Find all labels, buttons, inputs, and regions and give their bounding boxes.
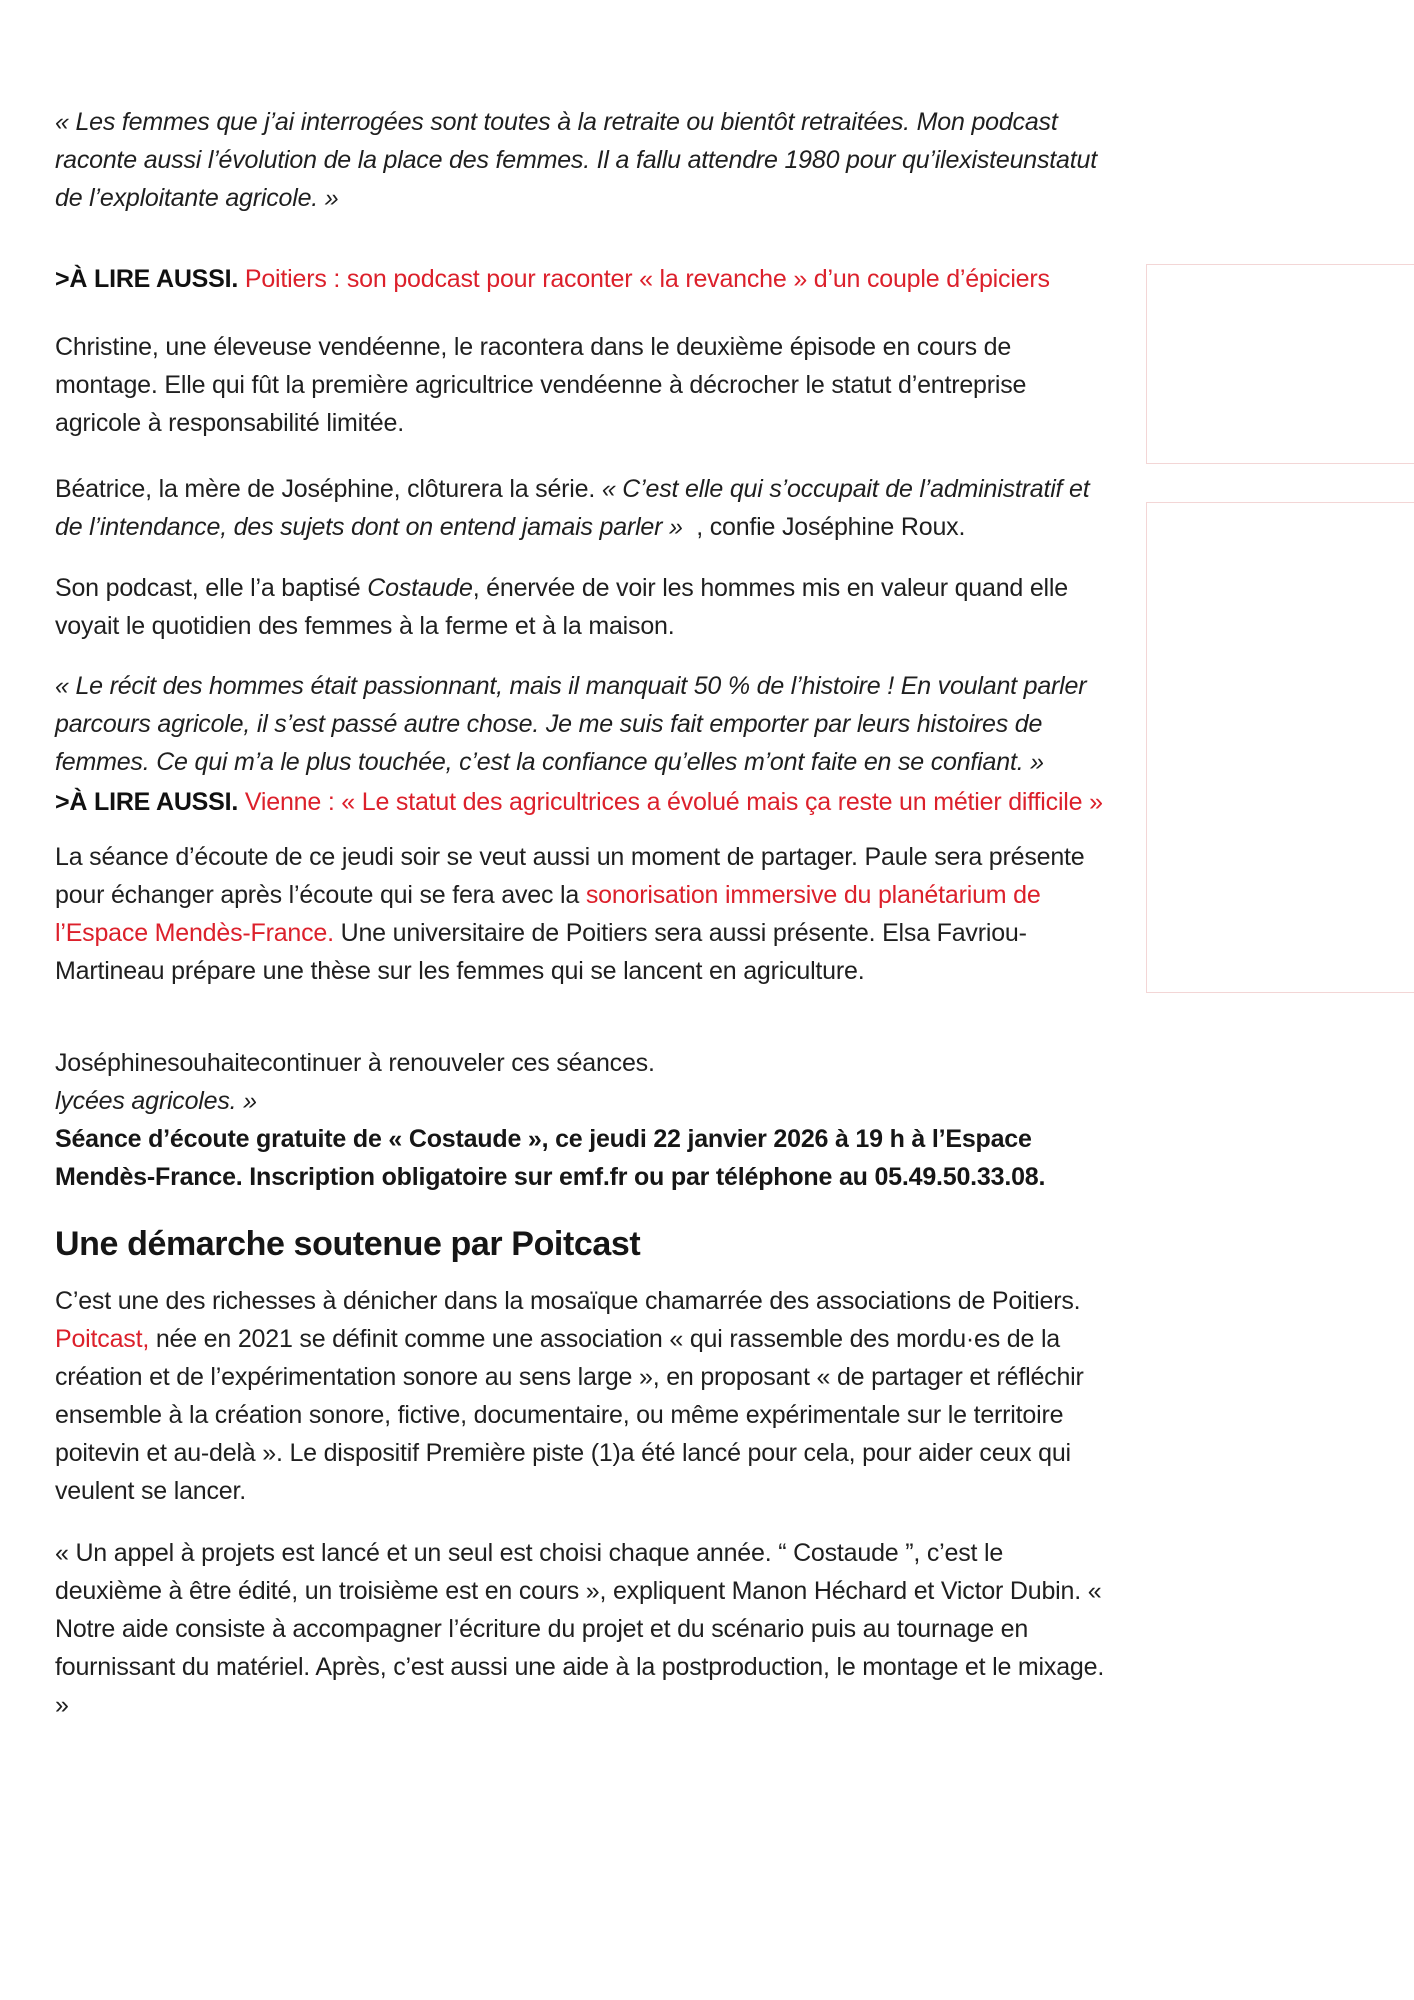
read-also-label: >À LIRE AUSSI. bbox=[55, 265, 239, 293]
intro-quote-paragraph: « Les femmes que j’ai interrogées sont toutes à la retraite ou bientôt retraitées. Mon podcast raconte aussi l’évolution de la place des femmes. Il a fallu attendre 1980 pour qu’ilexisteunstatut de l’exploitante agricole. » bbox=[55, 108, 1097, 212]
sonorisation-link[interactable]: sonorisation immersive du planétarium de l’Espace Mendès-France. bbox=[55, 881, 1041, 947]
paragraph-christine: Christine, une éleveuse vendéenne, le racontera dans le deuxième épisode en cours de montage. Elle qui fût la première agricultrice vendéenne à décrocher le statut d’entreprise agricole à responsabilité limitée. bbox=[55, 333, 1027, 437]
beatrice-attribution: , confie Joséphine Roux. bbox=[682, 513, 966, 541]
seance-text-end: Une universitaire de Poitiers sera aussi présente. Elsa Favriou-Martineau prépare une thèse sur les femmes qui se lancent en agriculture. bbox=[55, 919, 1027, 985]
seance-text: La séance d’écoute de ce jeudi soir se veut aussi un moment de partager. Paule sera présente pour échanger après l’écoute qui se fera avec la bbox=[55, 843, 1085, 909]
event-info-paragraph: Séance d’écoute gratuite de « Costaude », ce jeudi 22 janvier 2026 à 19 h à l’Espace Mendès-France. Inscription obligatoire sur emf.fr ou par téléphone au 05.49.50.33.08. bbox=[55, 1125, 1046, 1191]
section-heading-poitcast: Une démarche soutenue par Poitcast bbox=[55, 1225, 641, 1263]
read-also-label: >À LIRE AUSSI. bbox=[55, 788, 239, 816]
podcast-title: Costaude bbox=[367, 574, 473, 602]
read-also-block-2 bbox=[55, 783, 1107, 821]
podcast-text-end: , énervée de voir les hommes mis en valeur quand elle voyait le quotidien des femmes à la ferme et à la maison. bbox=[55, 574, 1068, 640]
podcast-text: Son podcast, elle l’a baptisé bbox=[55, 574, 368, 602]
poitcast-link[interactable]: Poitcast, bbox=[55, 1325, 150, 1353]
sidebar-card-cutoff-1 bbox=[1146, 264, 1414, 464]
richesses-text-end: née en 2021 se définit comme une association « qui rassemble des mordu·es de la création et de l’expérimentation sonore au sens large », en proposant « de partager et réfléchir ensemble à la création sonore, fictive, documentaire, ou même expérimentale sur le territoire poitevin et au-delà ». Le dispositif Première piste (1)a été lancé pour cela, pour aider ceux qui veulent se lancer. bbox=[55, 1325, 1084, 1505]
line-lycees: lycées agricoles. » bbox=[55, 1087, 257, 1115]
paragraph-appel-projets: « Un appel à projets est lancé et un seul est choisi chaque année. “ Costaude ”, c’est le deuxième à être édité, un troisième est en cours », expliquent Manon Héchard et Victor Dubin. « Notre aide consiste à accompagner l’écriture du projet et du scénario puis au tournage en fournissant du matériel. Après, c’est aussi une aide à la postproduction, le montage et le mixage. » bbox=[55, 1539, 1105, 1719]
line-josephine: Joséphinesouhaitecontinuer à renouveler ces séances. bbox=[55, 1049, 655, 1077]
read-also-block-1 bbox=[55, 260, 1107, 298]
article-body bbox=[55, 103, 1107, 1724]
paragraph-seance bbox=[55, 838, 1107, 990]
sidebar-card-cutoff-2 bbox=[1146, 502, 1414, 993]
beatrice-quote: « C’est elle qui s’occupait de l’administratif et de l’intendance, des sujets dont on entend jamais parler » bbox=[55, 475, 1090, 541]
recit-quote-paragraph: « Le récit des hommes était passionnant, mais il manquait 50 % de l’histoire ! En voulant parler parcours agricole, il s’est passé autre chose. Je me suis fait emporter par leurs histoires de femmes. Ce qui m’a le plus touchée, c’est la confiance qu’elles m’ont faite en se confiant. » bbox=[55, 672, 1087, 776]
paragraph-podcast bbox=[55, 569, 1107, 645]
read-also-link-vienne[interactable]: Vienne : « Le statut des agricultrices a évolué mais ça reste un métier difficile » bbox=[244, 788, 1103, 816]
read-also-link-poitiers[interactable]: Poitiers : son podcast pour raconter « la revanche » d’un couple d’épiciers bbox=[244, 265, 1050, 293]
richesses-text: C’est une des richesses à dénicher dans la mosaïque chamarrée des associations de Poitiers. bbox=[55, 1287, 1081, 1315]
paragraph-beatrice bbox=[55, 470, 1107, 546]
paragraph-richesses bbox=[55, 1282, 1107, 1510]
beatrice-text: Béatrice, la mère de Joséphine, clôturera la série. bbox=[55, 475, 602, 503]
